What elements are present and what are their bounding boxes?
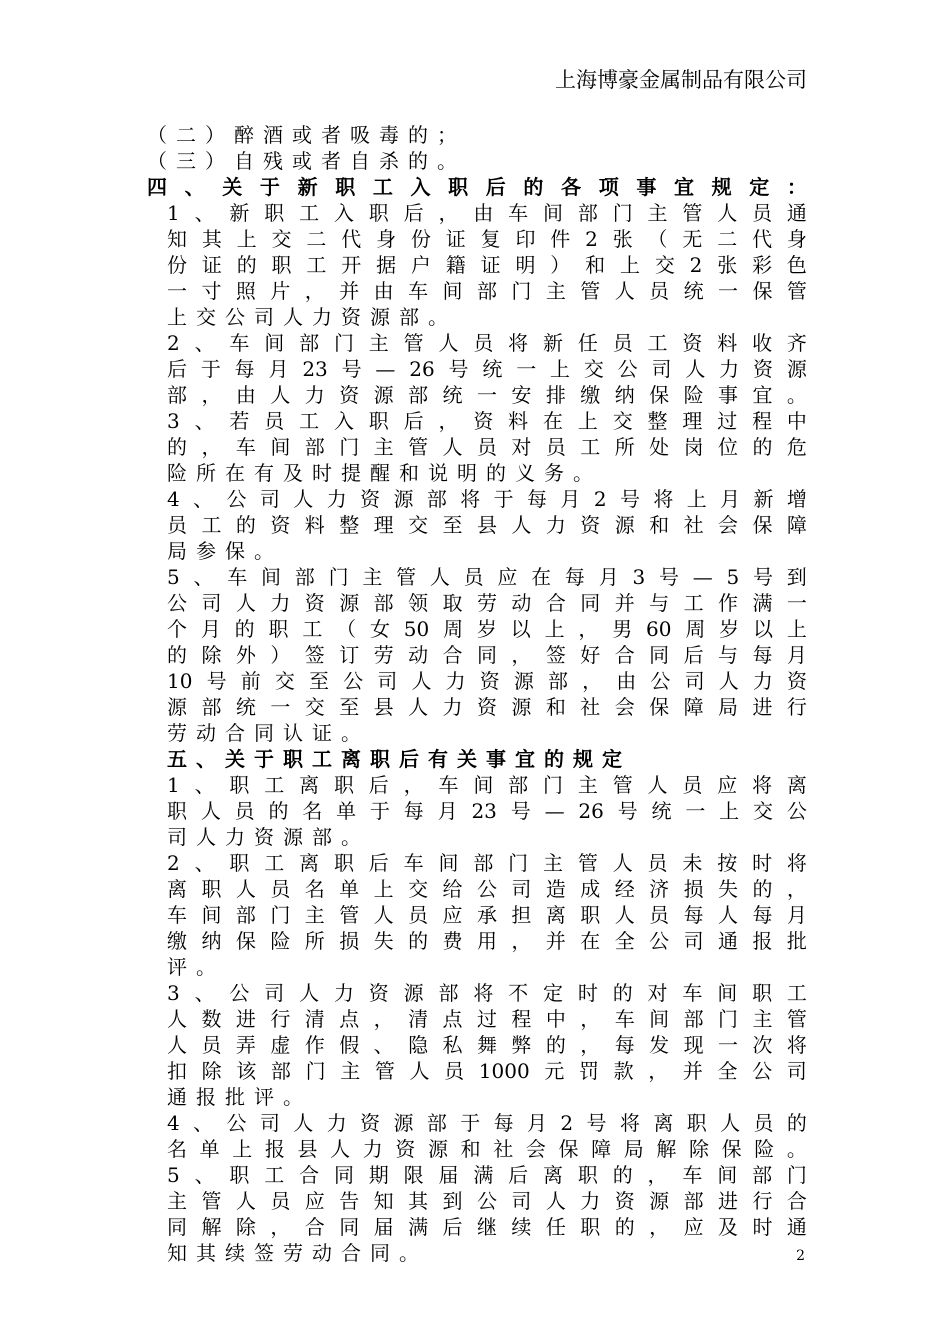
text-line: 职 人 员 的 名 单 于 每 月 23 号 — 26 号 统 一 上 交 公 (167, 799, 807, 823)
text-line: 3 、 公 司 人 力 资 源 部 将 不 定 时 的 对 车 间 职 工 (167, 981, 807, 1005)
text-line: 知 其 上 交 二 代 身 份 证 复 印 件 2 张 （ 无 二 代 身 (167, 227, 807, 251)
document-body (147, 122, 807, 1266)
text-line: 份 证 的 职 工 开 据 户 籍 证 明 ） 和 上 交 2 张 彩 色 (167, 253, 807, 277)
text-line: 4 、 公 司 人 力 资 源 部 于 每 月 2 号 将 离 职 人 员 的 (167, 1111, 807, 1135)
text-line: 缴 纳 保 险 所 损 失 的 费 用 ， 并 在 全 公 司 通 报 批 (167, 929, 807, 953)
text-line: 名 单 上 报 县 人 力 资 源 和 社 会 保 障 局 解 除 保 险 。 (167, 1137, 807, 1161)
text-line: 评 。 (167, 955, 216, 979)
text-line: 司 人 力 资 源 部 。 (167, 825, 361, 849)
text-line: 2 、 职 工 离 职 后 车 间 部 门 主 管 人 员 未 按 时 将 (167, 851, 807, 875)
text-line: 4 、 公 司 人 力 资 源 部 将 于 每 月 2 号 将 上 月 新 增 (167, 487, 807, 511)
text-line: 一 寸 照 片 ， 并 由 车 间 部 门 主 管 人 员 统 一 保 管 (167, 279, 807, 303)
text-line: 公 司 人 力 资 源 部 领 取 劳 动 合 同 并 与 工 作 满 一 (167, 591, 807, 615)
text-line: 的 除 外 ） 签 订 劳 动 合 同 ， 签 好 合 同 后 与 每 月 (167, 643, 807, 667)
text-line: 险 所 在 有 及 时 提 醒 和 说 明 的 义 务 。 (167, 461, 593, 485)
text-line: 后 于 每 月 23 号 — 26 号 统 一 上 交 公 司 人 力 资 源 (167, 357, 807, 381)
text-line: 源 部 统 一 交 至 县 人 力 资 源 和 社 会 保 障 局 进 行 (167, 695, 807, 719)
text-line: 部 ， 由 人 力 资 源 部 统 一 安 排 缴 纳 保 险 事 宜 。 (167, 383, 807, 407)
text-line: 5 、 车 间 部 门 主 管 人 员 应 在 每 月 3 号 — 5 号 到 (167, 565, 807, 589)
text-line: 主 管 人 员 应 告 知 其 到 公 司 人 力 资 源 部 进 行 合 (167, 1189, 807, 1213)
text-line: （ 二 ） 醉 酒 或 者 吸 毒 的 ； (147, 123, 457, 147)
text-line: 人 员 弄 虚 作 假 、 隐 私 舞 弊 的 ， 每 发 现 一 次 将 (167, 1033, 807, 1057)
text-line: 四 、 关 于 新 职 工 入 职 后 的 各 项 事 宜 规 定 ： (147, 175, 807, 199)
text-line: 人 数 进 行 清 点 ， 清 点 过 程 中 ， 车 间 部 门 主 管 (167, 1007, 807, 1031)
text-line: 1 、 职 工 离 职 后 ， 车 间 部 门 主 管 人 员 应 将 离 (167, 773, 807, 797)
text-line: 车 间 部 门 主 管 人 员 应 承 担 离 职 人 员 每 人 每 月 (167, 903, 807, 927)
text-line: 局 参 保 。 (167, 539, 274, 563)
text-line: 2 、 车 间 部 门 主 管 人 员 将 新 任 员 工 资 料 收 齐 (167, 331, 807, 355)
text-line: 上 交 公 司 人 力 资 源 部 。 (167, 305, 448, 329)
text-line: 3 、 若 员 工 入 职 后 ， 资 料 在 上 交 整 理 过 程 中 (167, 409, 807, 433)
text-line: 个 月 的 职 工 （ 女 50 周 岁 以 上 ， 男 60 周 岁 以 上 (167, 617, 807, 641)
text-line: 的 ， 车 间 部 门 主 管 人 员 对 员 工 所 处 岗 位 的 危 (167, 435, 807, 459)
text-line: 5 、 职 工 合 同 期 限 届 满 后 离 职 的 ， 车 间 部 门 (167, 1163, 807, 1187)
text-line: 离 职 人 员 名 单 上 交 给 公 司 造 成 经 济 损 失 的 ， (167, 877, 807, 901)
text-line: 劳 动 合 同 认 证 。 (167, 721, 361, 745)
text-line: 通 报 批 评 。 (167, 1085, 303, 1109)
text-line: 同 解 除 ， 合 同 届 满 后 继 续 任 职 的 ， 应 及 时 通 (167, 1215, 807, 1239)
text-line: 1 、 新 职 工 入 职 后 ， 由 车 间 部 门 主 管 人 员 通 (167, 201, 807, 225)
text-line: 知 其 续 签 劳 动 合 同 。 (167, 1241, 419, 1265)
text-line: 五 、 关 于 职 工 离 职 后 有 关 事 宜 的 规 定 (167, 747, 622, 771)
page-number: 2 (796, 1248, 805, 1264)
text-line: 扣 除 该 部 门 主 管 人 员 1000 元 罚 款 ， 并 全 公 司 (167, 1059, 807, 1083)
company-header: 上海博豪金属制品有限公司 (555, 68, 807, 92)
text-line: （ 三 ） 自 残 或 者 自 杀 的 。 (147, 149, 457, 173)
text-line: 员 工 的 资 料 整 理 交 至 县 人 力 资 源 和 社 会 保 障 (167, 513, 807, 537)
text-line: 10 号 前 交 至 公 司 人 力 资 源 部 ， 由 公 司 人 力 资 (167, 669, 807, 693)
